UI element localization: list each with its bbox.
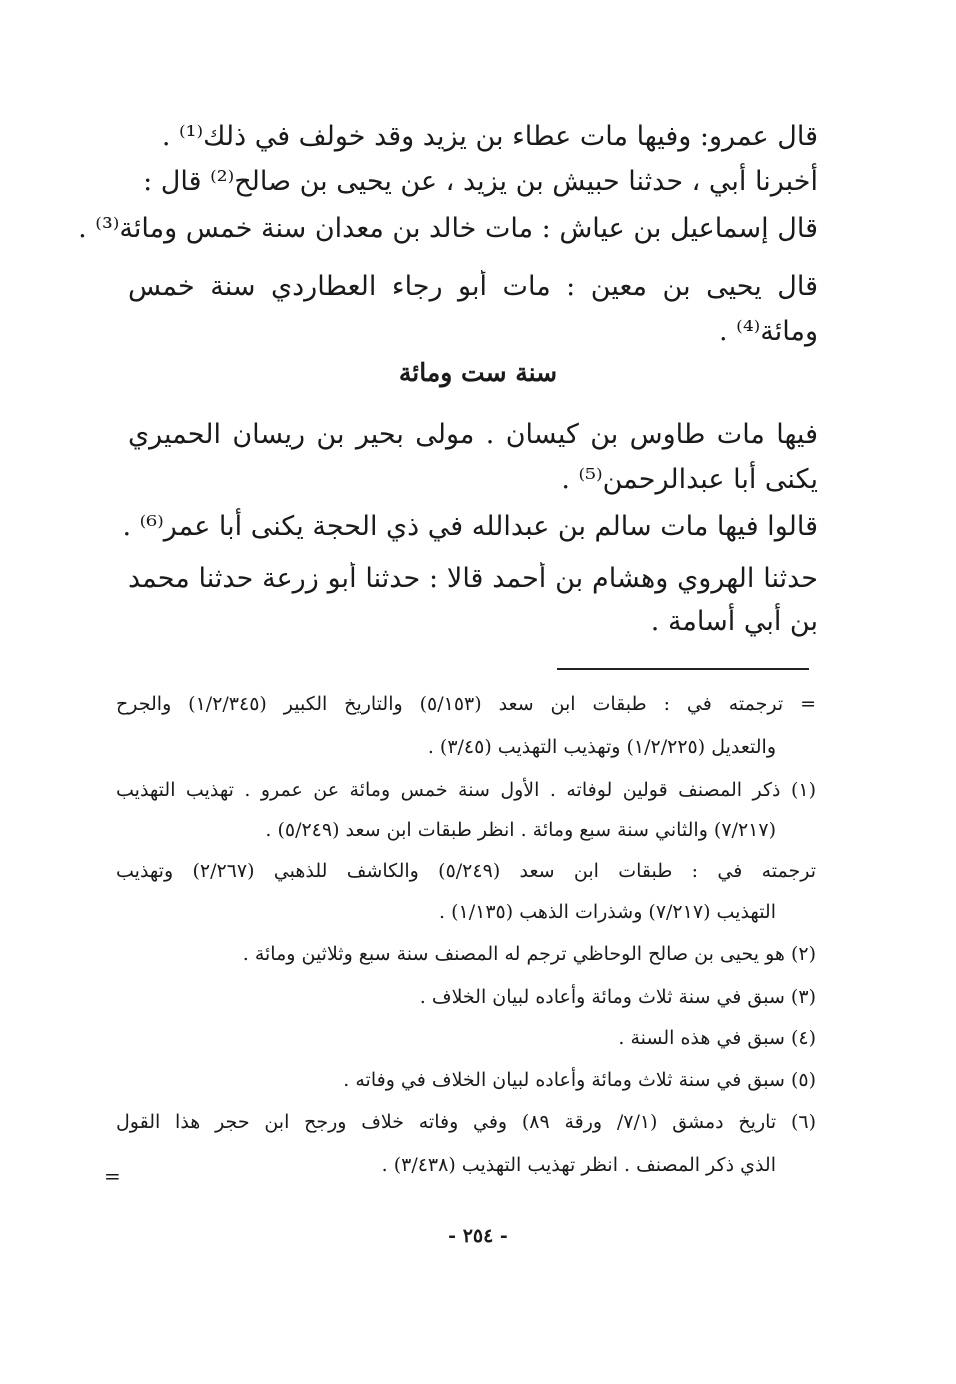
- main-line-6: فيها مات طاوس بن كيسان . مولى بحير بن ريسان الحميري: [128, 419, 818, 450]
- main-line-5: ومائة⁽⁴⁾ .: [719, 316, 818, 347]
- main-line-1: قال عمرو: وفيها مات عطاء بن يزيد وقد خولف في ذلك⁽¹⁾ .: [161, 121, 818, 152]
- continuation-mark: =: [104, 1164, 121, 1188]
- footnote-separator: [557, 668, 809, 670]
- main-line-7: يكنى أبا عبدالرحمن⁽⁵⁾ .: [561, 464, 818, 495]
- footnote-4: (٤) سبق في هذه السنة .: [618, 1027, 816, 1049]
- main-line-10: بن أبي أسامة .: [650, 606, 818, 637]
- footnote-line-1: = ترجمته في : طبقات ابن سعد (٥/١٥٣) والتاريخ الكبير (١/٢/٣٤٥) والجرح: [116, 693, 816, 715]
- footnote-3: (٣) سبق في سنة ثلاث ومائة وأعاده لبيان الخلاف .: [419, 986, 816, 1008]
- footnote-6: (٦) تاريخ دمشق (٧/١/ ورقة ٨٩) وفي وفاته خلاف ورجح ابن حجر هذا القول: [116, 1111, 816, 1133]
- footnote-line-3: (١) ذكر المصنف قولين لوفاته . الأول سنة خمس ومائة عن عمرو . تهذيب التهذيب: [116, 779, 816, 801]
- footnote-line-6: التهذيب (٧/٢١٧) وشذرات الذهب (١/١٣٥) .: [439, 901, 776, 923]
- footnote-line-4: (٧/٢١٧) والثاني سنة سبع ومائة . انظر طبقات ابن سعد (٥/٢٤٩) .: [265, 819, 776, 841]
- footnote-2: (٢) هو يحيى بن صالح الوحاظي ترجم له المصنف سنة سبع وثلاثين ومائة .: [242, 943, 816, 965]
- section-heading: سنة ست ومائة: [398, 358, 558, 387]
- main-line-2: أخبرنا أبي ، حدثنا حبيش بن يزيد ، عن يحيى بن صالح⁽²⁾ قال :: [143, 166, 818, 197]
- footnote-6-cont: الذي ذكر المصنف . انظر تهذيب التهذيب (٣/٤٣٨) .: [381, 1154, 776, 1176]
- page-number: - ٢٥٤ -: [448, 1225, 508, 1247]
- main-line-4: قال يحيى بن معين : مات أبو رجاء العطاردي سنة خمس: [128, 271, 818, 302]
- footnote-5: (٥) سبق في سنة ثلاث ومائة وأعاده لبيان الخلاف في وفاته .: [343, 1069, 816, 1091]
- main-line-9: حدثنا الهروي وهشام بن أحمد قالا : حدثنا أبو زرعة حدثنا محمد: [128, 563, 818, 594]
- main-line-3: قال إسماعيل بن عياش : مات خالد بن معدان سنة خمس ومائة⁽³⁾ .: [78, 213, 818, 244]
- footnote-line-5: ترجمته في : طبقات ابن سعد (٥/٢٤٩) والكاشف للذهبي (٢/٢٦٧) وتهذيب: [116, 860, 816, 882]
- footnote-line-2: والتعديل (١/٢/٢٢٥) وتهذيب التهذيب (٣/٤٥) .: [427, 736, 776, 758]
- main-line-8: قالوا فيها مات سالم بن عبدالله في ذي الحجة يكنى أبا عمر⁽⁶⁾ .: [122, 511, 818, 542]
